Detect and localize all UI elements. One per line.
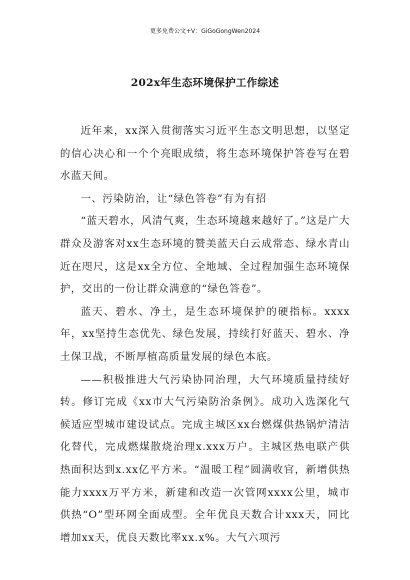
paragraph: ——积极推进大气污染协同治理，大气环境质量持续好转。修订完成《xx市大气污染防治条例》。成功入选深化气候适应型城市建设试点。完成主城区xx台燃煤供热锅炉清洁化替代，完成燃煤散烧治理x.xxx万户。主城区热电联产供热面积达到x.xx亿平方米。“温暖工程”圆满收官，新增供热能力xxxx万平方米，新建和改造一次管网xxxx公里，城市供热“O”型环网全面成型。全年优良天数合计xxx天，同比增加xx天，优良天数比率xx.x%。大气六项污 (60, 373, 350, 544)
header-note: 更多免费公文+V：GiGoGongWen2024 (149, 28, 261, 35)
document-body (60, 120, 350, 549)
paragraph: 近年来，xx深入贯彻落实习近平生态文明思想，以坚定的信心决心和一个个亮眼成绩，将生态环境保护答卷写在碧水蓝天间。 (60, 125, 350, 183)
document-title: 202x年生态环境保护工作综述 (130, 77, 280, 89)
section-heading: 一、污染防治，让“绿色答卷”有为有招 (80, 192, 267, 205)
paragraph: “蓝天碧水，风清气爽，生态环境越来越好了。”这是广大群众及游客对xx生态环境的赞美蓝天白云成常态、绿水青山近在咫尺，这是xx全方位、全地域、全过程加强生态环境保护，交出的一份让群众满意的“绿色答卷”。 (60, 215, 350, 296)
paragraph: 蓝天、碧水、净土，是生态环境保护的硬指标。xxxx年，xx坚持生态优先、绿色发展，持续打好蓝天、碧水、净土保卫战，不断厚植高质量发展的绿色本底。 (60, 305, 350, 363)
